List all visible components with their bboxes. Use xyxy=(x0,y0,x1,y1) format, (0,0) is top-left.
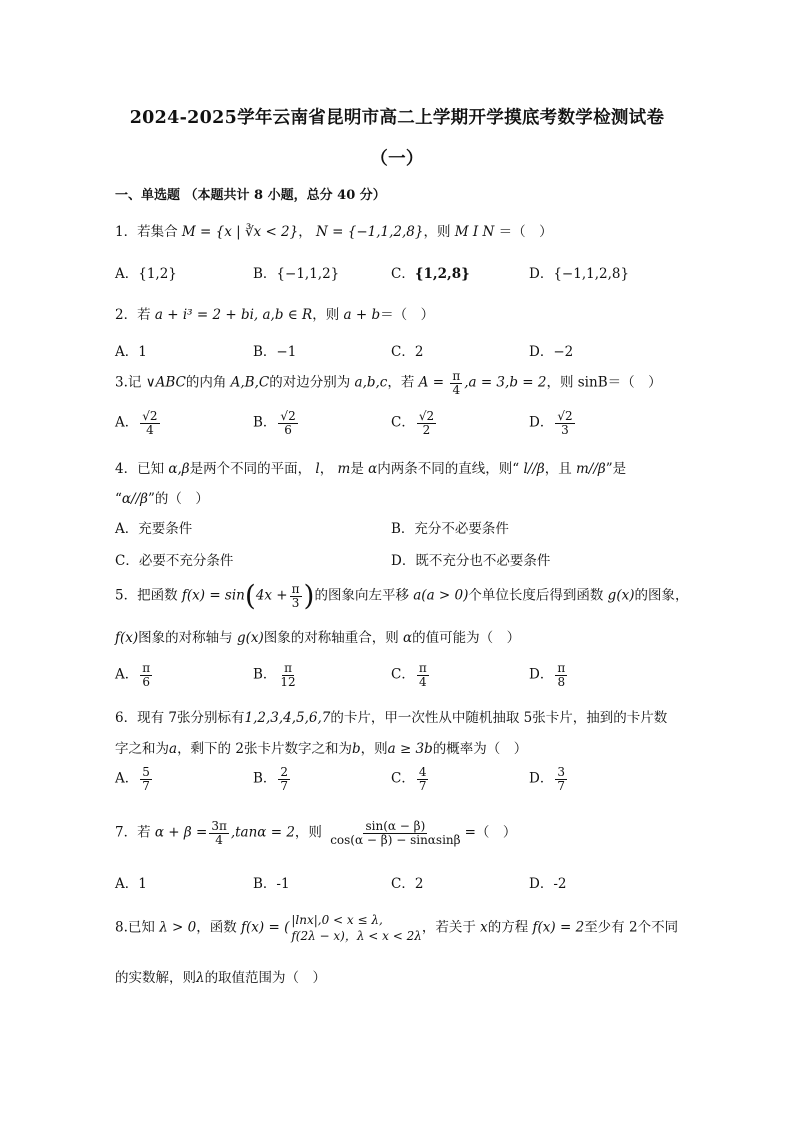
question-text: 的取值范围为（ ） xyxy=(204,970,327,986)
option-d xyxy=(529,410,577,436)
question-text: 把函数 xyxy=(137,587,178,604)
question-4 xyxy=(115,457,626,477)
option-label: A． xyxy=(115,266,139,282)
fraction-denominator: 4 xyxy=(418,674,427,689)
question-text: 的概率为（ ） xyxy=(432,741,528,757)
option-value: -2 xyxy=(553,876,567,892)
option-b xyxy=(253,410,300,436)
fraction-numerator: 4 xyxy=(418,765,427,779)
math-expression: f(x) = ( xyxy=(241,919,290,936)
question-text: ＝（ ） xyxy=(380,307,435,323)
fraction xyxy=(278,766,290,792)
option-value: 充分不必要条件 xyxy=(414,521,509,537)
question-text: ＝（ ） xyxy=(607,374,662,391)
fraction xyxy=(140,766,152,792)
math-expression: N = {−1,1,2,8} xyxy=(316,224,424,240)
question-6 xyxy=(115,706,667,726)
question-text: 的图象向左平移 xyxy=(314,587,409,604)
option-label: A． xyxy=(115,770,139,787)
fraction-denominator: 3 xyxy=(291,595,300,610)
math-expression: a + b xyxy=(343,307,381,323)
question-text: ”的（ ） xyxy=(147,491,209,507)
question-number: 1． xyxy=(115,224,138,240)
math-expression: α + β = xyxy=(154,824,208,841)
question-text: ，若 xyxy=(387,374,415,391)
option-label: B． xyxy=(253,266,277,282)
option-b xyxy=(253,262,339,282)
option-d xyxy=(529,872,566,892)
option-c xyxy=(115,549,233,569)
option-label: C． xyxy=(391,266,415,282)
option-label: D． xyxy=(391,553,416,569)
document-title-part: （一） xyxy=(370,149,424,169)
option-c xyxy=(391,872,423,892)
option-d xyxy=(529,262,629,282)
option-d xyxy=(529,766,569,792)
question-number: 2． xyxy=(115,307,138,323)
question-text: 若集合 xyxy=(137,224,178,240)
option-label: B． xyxy=(253,666,277,683)
option-value: 2 xyxy=(414,876,424,892)
question-4-line2 xyxy=(115,487,209,507)
option-b xyxy=(253,340,296,360)
math-expression: 4x + xyxy=(255,587,288,604)
option-value: 2 xyxy=(414,344,424,360)
fraction-denominator: 7 xyxy=(557,778,565,793)
question-text: 图象的对称轴重合，则 xyxy=(263,630,399,646)
question-text: ，剩下的 2张卡片数字之和为 xyxy=(177,741,352,757)
math-expression: ,a = 3,b = 2 xyxy=(464,374,547,391)
option-c xyxy=(391,662,431,688)
math-expression: a xyxy=(169,741,178,757)
option-label: C． xyxy=(391,666,415,683)
option-label: B． xyxy=(391,521,415,537)
option-b xyxy=(253,662,300,688)
question-text: 图象的对称轴与 xyxy=(138,630,233,646)
question-7 xyxy=(115,820,516,846)
option-b xyxy=(253,766,292,792)
math-expression: a(a > 0) xyxy=(413,587,469,604)
right-paren-glyph: ) xyxy=(303,579,315,613)
fraction xyxy=(417,662,429,688)
option-label: B． xyxy=(253,770,277,787)
question-text: ＝（ ） xyxy=(498,224,553,240)
fraction xyxy=(555,766,567,792)
fraction-denominator: 4 xyxy=(146,422,154,437)
question-text: ，则 xyxy=(294,824,322,841)
option-label: D． xyxy=(529,770,554,787)
option-label: B． xyxy=(253,414,277,431)
fraction xyxy=(417,410,436,436)
option-value: 充要条件 xyxy=(138,521,193,537)
option-b xyxy=(253,872,290,892)
math-expression: l//β xyxy=(523,461,545,477)
question-text: 是 xyxy=(350,461,364,477)
piecewise-definition xyxy=(291,912,421,944)
fraction-numerator: √2 xyxy=(280,409,296,423)
question-text: 的卡片，甲一次性从中随机抽取 5张卡片，抽到的卡片数 xyxy=(330,710,668,726)
fraction-numerator: √2 xyxy=(142,409,158,423)
math-expression: sinB xyxy=(577,374,608,391)
math-expression: α,β xyxy=(168,461,190,477)
question-text: 的对边分别为 xyxy=(269,374,351,391)
piece-case-2: f(2λ − x)，λ < x < 2λ xyxy=(291,929,422,944)
question-text: ，若关于 xyxy=(421,919,476,936)
fraction xyxy=(278,662,297,688)
math-expression: 1,2,3,4,5,6,7 xyxy=(244,710,331,726)
option-value: 1 xyxy=(138,344,147,360)
option-a xyxy=(115,517,192,537)
question-text: 已知 xyxy=(137,461,165,477)
fraction-numerator: √2 xyxy=(557,409,573,423)
option-a xyxy=(115,262,177,282)
option-label: C． xyxy=(391,344,415,360)
option-value: 1 xyxy=(138,876,147,892)
math-expression: α//β xyxy=(121,491,148,507)
option-c xyxy=(391,410,438,436)
option-label: D． xyxy=(529,876,554,892)
question-1 xyxy=(115,220,553,240)
question-text: 的图象， xyxy=(634,587,689,604)
option-label: A． xyxy=(115,344,139,360)
fraction-numerator: π xyxy=(284,661,292,675)
question-text: 的值可能为（ ） xyxy=(412,630,521,646)
fraction-numerator: sin(α − β) xyxy=(365,819,426,833)
question-text: 是两个不同的平面， xyxy=(189,461,312,477)
fraction-denominator: 7 xyxy=(142,778,150,793)
question-5-line2 xyxy=(115,626,520,646)
option-a xyxy=(115,410,162,436)
document-title: 2024-2025学年云南省昆明市高二上学期开学摸底考数学检测试卷 xyxy=(129,108,665,128)
question-text: ，且 xyxy=(544,461,572,477)
math-expression: α xyxy=(368,461,378,477)
option-label: C． xyxy=(115,553,139,569)
question-6-line2 xyxy=(115,737,527,757)
option-value: {−1,1,2} xyxy=(276,266,340,282)
fraction-denominator: 7 xyxy=(418,778,427,793)
math-expression: α xyxy=(403,630,413,646)
math-expression: a ≥ 3b xyxy=(387,741,433,757)
option-label: D． xyxy=(529,666,554,683)
fraction xyxy=(328,820,462,846)
fraction-denominator: cos(α − β) − sinαsinβ xyxy=(330,832,461,847)
fraction-numerator: 3 xyxy=(557,765,565,779)
math-expression: g(x) xyxy=(607,587,635,604)
fraction-denominator: 3 xyxy=(561,422,569,437)
option-d xyxy=(529,662,569,688)
fraction xyxy=(555,410,574,436)
math-expression: l xyxy=(315,461,320,477)
fraction xyxy=(417,766,429,792)
math-expression: A,B,C xyxy=(230,374,270,391)
math-expression: λ > 0 xyxy=(159,919,197,936)
question-text: =（ ） xyxy=(464,824,517,841)
fraction-numerator: √2 xyxy=(418,409,435,423)
fraction-numerator: π xyxy=(418,661,427,675)
option-label: D． xyxy=(529,266,554,282)
option-a xyxy=(115,872,147,892)
option-a xyxy=(115,766,154,792)
math-expression: f(x) = sin xyxy=(181,587,245,604)
option-label: C． xyxy=(391,770,415,787)
fraction xyxy=(555,662,567,688)
option-c xyxy=(391,262,470,282)
fraction xyxy=(290,583,302,609)
option-c xyxy=(391,766,430,792)
question-text: “ xyxy=(115,491,122,507)
question-text: ”是 xyxy=(605,461,627,477)
question-2 xyxy=(115,303,434,323)
question-text: 的内角 xyxy=(185,374,227,391)
math-expression: a + i³ = 2 + bi, a,b ∈ R xyxy=(154,307,313,323)
question-text: 字之和为 xyxy=(115,741,169,757)
option-label: C． xyxy=(391,414,415,431)
math-expression: m xyxy=(337,461,351,477)
option-label: B． xyxy=(253,876,277,892)
math-expression: A = xyxy=(418,374,445,391)
fraction-numerator: 2 xyxy=(280,765,289,779)
question-8-line2 xyxy=(115,966,326,986)
fraction-numerator: 3π xyxy=(211,819,227,833)
fraction-denominator: 2 xyxy=(422,422,431,437)
fraction-denominator: 4 xyxy=(452,382,461,397)
fraction-denominator: 8 xyxy=(557,674,566,689)
option-d xyxy=(391,549,550,569)
option-c xyxy=(391,340,423,360)
question-text: ，则 xyxy=(423,224,451,240)
math-expression: f(x) = 2 xyxy=(532,919,585,936)
fraction xyxy=(140,662,152,688)
question-text: 记 xyxy=(127,374,142,391)
fraction-denominator: 4 xyxy=(215,832,223,847)
option-label: A． xyxy=(115,876,139,892)
option-label: B． xyxy=(253,344,277,360)
question-text: 已知 xyxy=(127,919,155,936)
question-text: 的实数解，则 xyxy=(115,970,196,986)
fraction-denominator: 6 xyxy=(142,674,151,689)
option-label: A． xyxy=(115,521,139,537)
question-8 xyxy=(115,912,678,944)
math-expression: x xyxy=(480,919,488,936)
math-expression: ∨ABC xyxy=(145,374,186,391)
option-value: −2 xyxy=(553,344,574,360)
option-label: A． xyxy=(115,414,139,431)
option-value: {1,2,8} xyxy=(414,266,470,282)
option-value: −1 xyxy=(276,344,297,360)
option-value: 必要不充分条件 xyxy=(138,553,234,569)
fraction xyxy=(450,370,462,396)
left-paren-glyph: ( xyxy=(244,579,256,613)
option-label: C． xyxy=(391,876,415,892)
section-heading: 一、单选题 （本题共计 8 小题，总分 40 分） xyxy=(115,188,386,203)
question-number: 6． xyxy=(115,710,138,726)
fraction xyxy=(140,410,159,436)
math-expression: g(x) xyxy=(236,630,264,646)
question-3 xyxy=(115,370,662,396)
question-text: ， xyxy=(298,224,312,240)
fraction-denominator: 7 xyxy=(280,778,289,793)
option-value: -1 xyxy=(276,876,290,892)
fraction-numerator: π xyxy=(557,661,566,675)
question-text: ，则 xyxy=(546,374,574,391)
math-expression: m//β xyxy=(576,461,606,477)
fraction-denominator: 6 xyxy=(284,422,292,437)
fraction-numerator: π xyxy=(452,369,461,383)
fraction-numerator: π xyxy=(142,661,151,675)
question-text: 内两条不同的直线，则“ xyxy=(377,461,520,477)
question-number: 3. xyxy=(115,374,128,391)
question-number: 5． xyxy=(115,587,138,604)
question-text: ，函数 xyxy=(196,919,237,936)
option-value: {−1,1,2,8} xyxy=(553,266,630,282)
question-text: 个单位长度后得到函数 xyxy=(468,587,604,604)
question-text: 若 xyxy=(137,824,151,841)
math-expression: M I N xyxy=(454,224,495,240)
question-text: 至少有 2个不同 xyxy=(584,919,679,936)
option-a xyxy=(115,340,147,360)
math-expression: b xyxy=(351,741,361,757)
question-text: 现有 7张分别标有 xyxy=(137,710,245,726)
question-text: 若 xyxy=(137,307,151,323)
math-expression: M = {x | ∛x < 2} xyxy=(181,224,299,240)
math-expression: f(x) xyxy=(115,630,139,646)
option-value: {1,2} xyxy=(138,266,177,282)
question-5 xyxy=(115,579,689,613)
math-expression: ,tanα = 2 xyxy=(230,824,295,841)
option-label: D． xyxy=(529,344,554,360)
piece-case-1: |lnx|,0 < x ≤ λ, xyxy=(291,913,383,927)
option-d xyxy=(529,340,573,360)
question-number: 4． xyxy=(115,461,138,477)
option-value: 既不充分也不必要条件 xyxy=(415,553,551,569)
option-a xyxy=(115,662,154,688)
question-text: ，则 xyxy=(360,741,388,757)
fraction xyxy=(278,410,297,436)
option-b xyxy=(391,517,509,537)
question-number: 7． xyxy=(115,824,138,841)
question-text: ，则 xyxy=(312,307,340,323)
math-expression: λ xyxy=(196,970,205,986)
fraction-numerator: 5 xyxy=(142,765,150,779)
option-label: A． xyxy=(115,666,139,683)
fraction-numerator: π xyxy=(291,582,300,596)
question-text: ， xyxy=(319,461,334,477)
question-text: 的方程 xyxy=(487,919,529,936)
fraction-denominator: 12 xyxy=(280,674,296,689)
option-label: D． xyxy=(529,414,554,431)
math-expression: a,b,c xyxy=(354,374,388,391)
fraction xyxy=(209,820,229,846)
question-number: 8. xyxy=(115,919,128,936)
